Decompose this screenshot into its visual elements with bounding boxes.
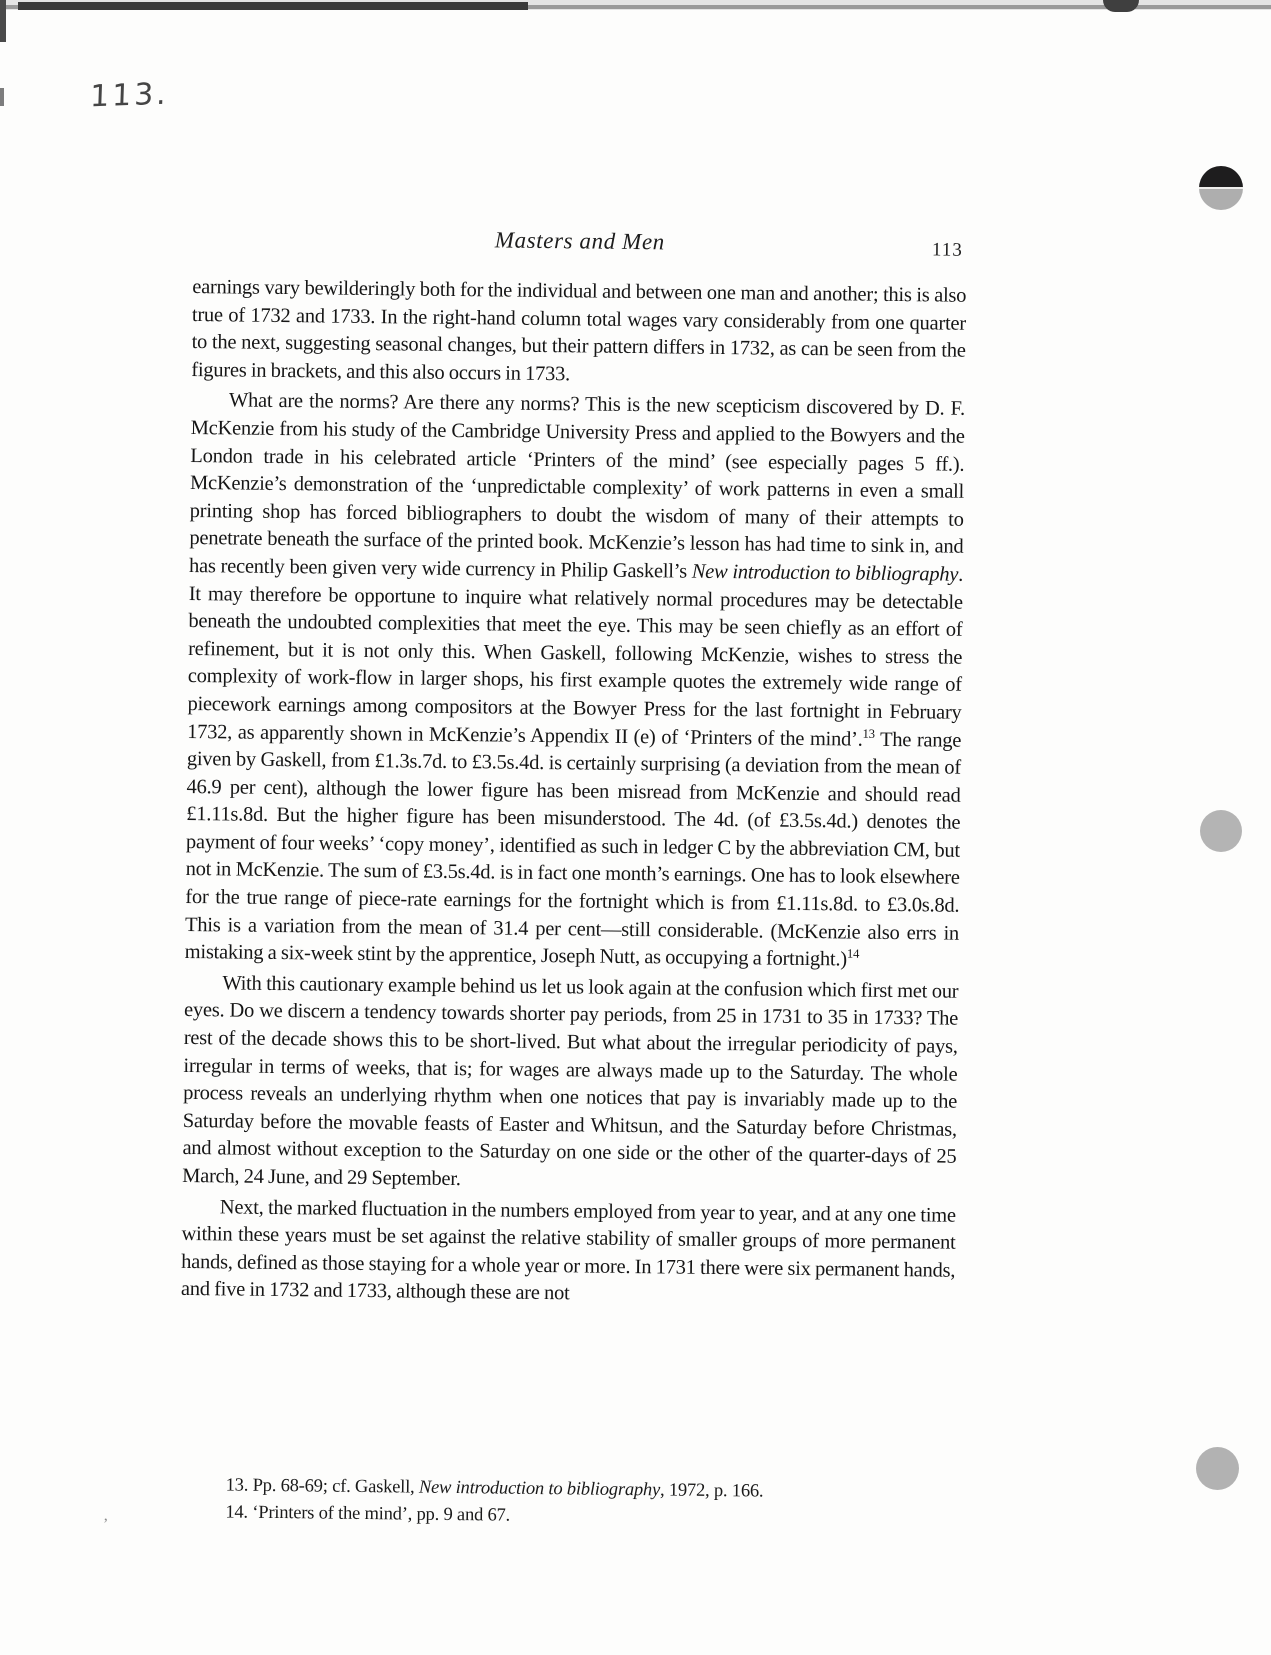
paragraph-4: Next, the marked fluctuation in the numbers employed from year to year, and at any one time within these years must be set against the relative stability of smaller groups of more permanent hands, defined as those staying for a whole year or more. In 1731 there were six permanent hands, and five in 1732 and 1733, although these are not [180,1195,956,1305]
punch-hole-bottom [1196,1447,1239,1490]
punch-hole-top [1199,166,1243,210]
running-head-row [193,224,967,267]
footnotes [225,1472,926,1534]
footnote-14: 14. ‘Printers of the mind’, pp. 9 and 67. [225,1502,511,1526]
paragraph-1: earnings vary bewilderingly both for the individual and between one man and another; this is also true of 1732 and 1733. In the right-hand column total wages vary considerably from one quarter to the next, suggesting seasonal changes, but their pattern differs in 1732, as can be seen from the figures in brackets, and this also occurs in 1733. [191,275,967,386]
footnote-13: 13. Pp. 68-69; cf. Gaskell, New introduction to bibliography, 1972, p. 166. [225,1475,764,1502]
paragraph-2: What are the norms? Are there any norms? This is the new scepticism discovered by D. F. McKenzie from his study of the Cambridge University Press and applied to the Bowyers and the London trade in his celebrated article ‘Printers of the mind’ (see especially pages 5 ff.). McKenzie’s demonstration of the ‘unpredictable complexity’ of work patterns in even a small printing shop has forced bibliographers to doubt the wisdom of many of their attempts to penetrate beneath the surface of the printed book. McKenzie’s lesson has had time to sink in, and has recently been given very wide currency in Philip Gaskell’s New introduction to bibliography. It may therefore be opportune to inquire what relatively normal procedures may be detectable beneath the undoubted complexities that meet the eye. This may be seen chiefly as an effort of refinement, but it is not only this. When Gaskell, following McKenzie, wishes to stress the complexity of work-flow in larger shops, his first example quotes the extremely wide range of piecework earnings among compositors at the Bowyer Press for the last fortnight in February 1732, as apparently shown in McKenzie’s Appendix II (e) of ‘Printers of the mind’.$^{13}$ The range given by Gaskell, from £1.3s.7d. to £3.5s.4d. is certainly surprising (a deviation from the mean of 46.9 per cent), although the lower figure has been misread from McKenzie and should read £1.11s.8d. But the higher figure has been misunderstood. The 4d. (of £3.5s.4d.) denotes the payment of four weeks’ ‘copy money’, identified as such in ledger C by the abbreviation CM, but not in McKenzie. The sum of £3.5s.4d. is in fact one month’s earnings. One has to look elsewhere for the true range of piece-rate earnings for the fortnight which is from £1.11s.8d. to £3.0s.8d. This is a variation from the mean of 31.4 per cent—still considerable. (McKenzie also errs in mistaking a six-week stint by the apprentice, Joseph Nutt, as occupying a fortnight.)$^{14}$ [184,389,966,971]
paragraph-3: With this cautionary example behind us let us look again at the confusion which first met our eyes. Do we discern a tendency towards shorter pay periods, from 25 in 1731 to 35 in 1733? The rest of the decade shows this to be short-lived. But what about the irregular periodicity of pays, irregular in terms of weeks, that is; for wages are always made up to the Saturday. The whole process reveals an underlying rhythm when one notices that pay is invariably made up to the Saturday before the movable feasts of Easter and Whitsun, and the Saturday before Christmas, and almost without exception to the Saturday on one side or the other of the quarter-days of 25 March, 24 June, and 29 September. [182,972,959,1191]
punch-hole-backing [1199,189,1243,210]
body-text [181,274,967,1313]
stray-mark: ’ [103,1516,109,1533]
page-content [180,224,967,1526]
scan-edge-dark-band [18,2,528,10]
running-head-title: Masters and Men [494,227,665,255]
scan-left-edge-mark [0,88,4,106]
punch-hole-middle [1200,810,1242,852]
printed-page-number: 113 [931,239,963,261]
scan-left-edge-mark [0,0,6,42]
handwritten-page-number: 113. [89,76,170,115]
punch-hole-shadow [1199,166,1243,187]
scan-edge-blob [1103,0,1139,12]
